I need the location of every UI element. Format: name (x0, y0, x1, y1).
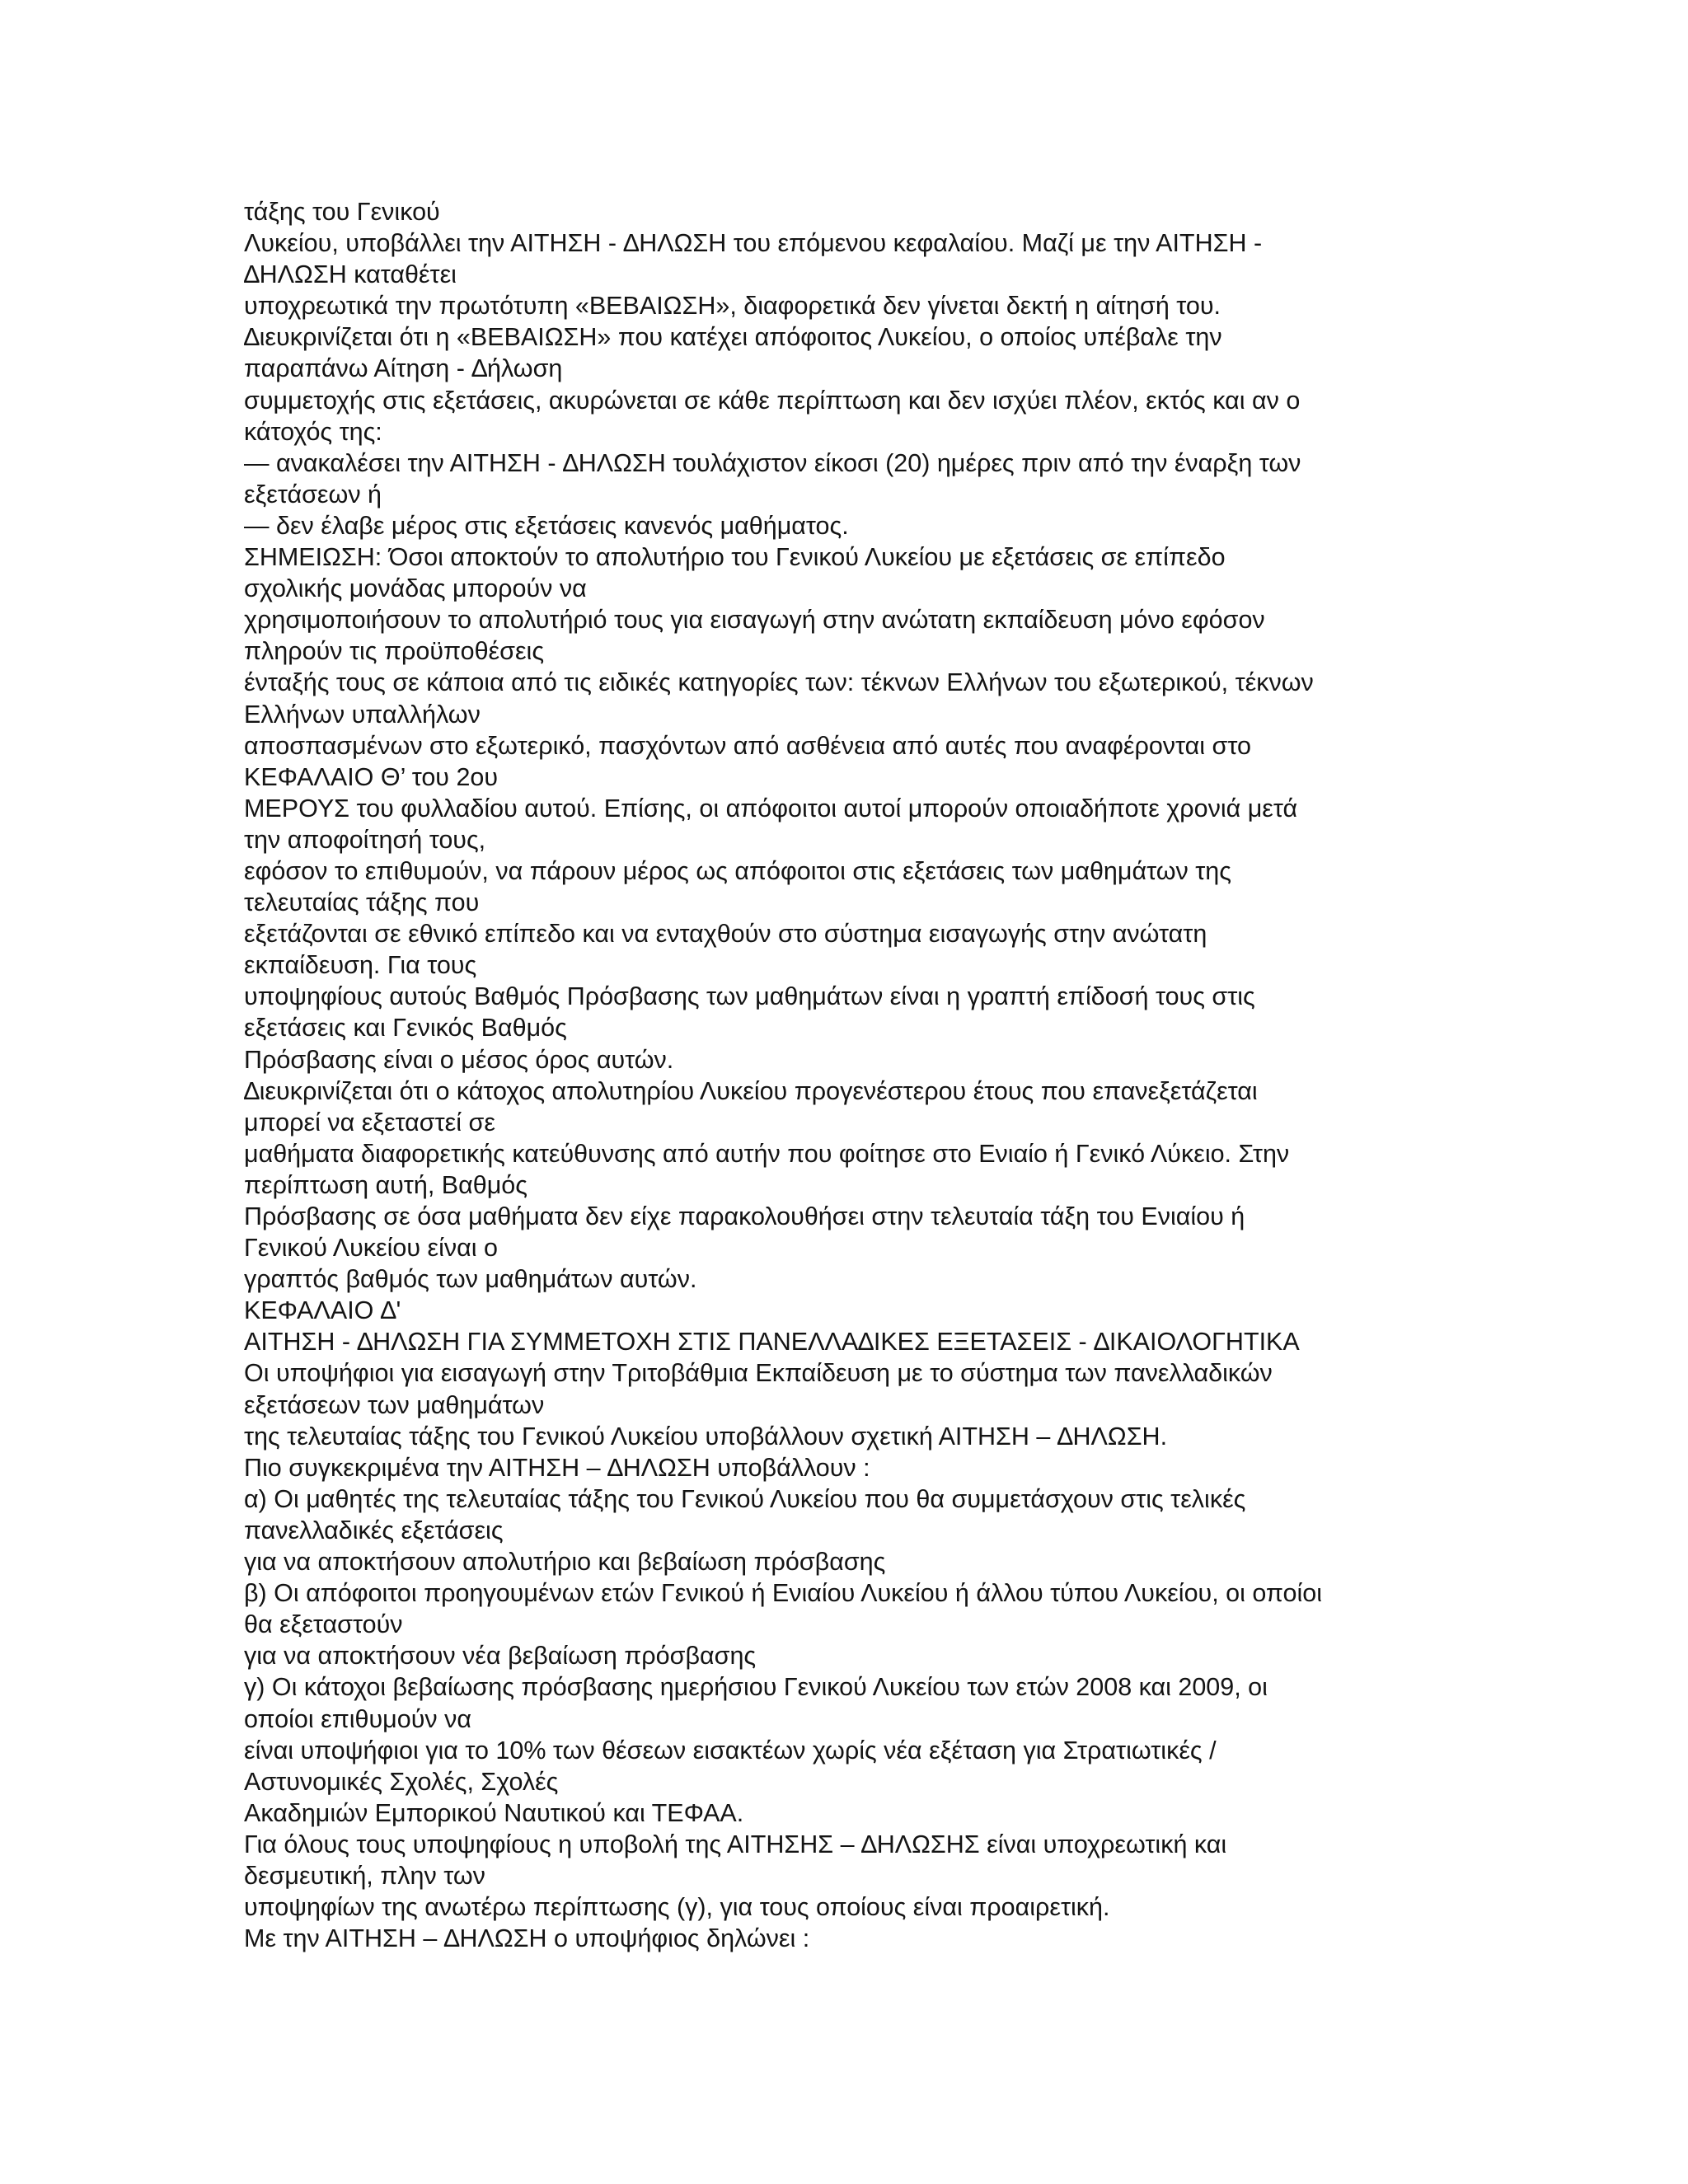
text-line: πληρούν τις προϋποθέσεις (244, 637, 545, 666)
text-line: για να αποκτήσουν νέα βεβαίωση πρόσβασης (244, 1642, 757, 1671)
text-line: τάξης του Γενικού (244, 198, 440, 226)
text-line: ΚΕΦΑΛΑΙΟ ∆' (244, 1296, 401, 1325)
text-line: εκπαίδευση. Για τους (244, 951, 477, 980)
text-line: εξετάσεις και Γενικός Βαθμός (244, 1014, 567, 1043)
text-line: υποψηφίων της ανωτέρω περίπτωσης (γ), για τους οποίους είναι προαιρετική. (244, 1893, 1110, 1922)
text-line: ∆ΗΛΩΣΗ καταθέτει (244, 260, 457, 289)
text-line: γραπτός βαθμός των μαθημάτων αυτών. (244, 1265, 697, 1294)
text-line: — ανακαλέσει την ΑΙΤΗΣΗ - ∆ΗΛΩΣΗ τουλάχιστον είκοσι (20) ημέρες πριν από την έναρξη των (244, 448, 1301, 477)
text-line: εξετάσεων των μαθημάτων (244, 1390, 545, 1419)
text-line: σχολικής μονάδας μπορούν να (244, 574, 587, 603)
text-line: είναι υποψήφιοι για το 10% των θέσεων εισακτέων χωρίς νέα εξέταση για Στρατιωτικές / (244, 1736, 1217, 1765)
text-line: μπορεί να εξεταστεί σε (244, 1108, 495, 1137)
text-line: παραπάνω Αίτηση - ∆ήλωση (244, 354, 563, 383)
text-line: Ελλήνων υπαλλήλων (244, 700, 481, 729)
text-line: οποίοι επιθυμούν να (244, 1704, 471, 1733)
text-line: α) Οι μαθητές της τελευταίας τάξης του Γενικού Λυκείου που θα συμμετάσχουν στις τελικές (244, 1484, 1246, 1513)
text-line: πανελλαδικές εξετάσεις (244, 1516, 504, 1544)
text-line: Γενικού Λυκείου είναι ο (244, 1234, 498, 1263)
text-line: Πιο συγκεκριμένα την ΑΙΤΗΣΗ – ∆ΗΛΩΣΗ υποβάλλουν : (244, 1453, 870, 1482)
text-line: Με την ΑΙΤΗΣΗ – ∆ΗΛΩΣΗ ο υποψήφιος δηλώνει : (244, 1924, 810, 1953)
text-line: ΜΕΡΟΥΣ του φυλλαδίου αυτού. Επίσης, οι απόφοιτοι αυτοί μπορούν οποιαδήποτε χρονιά μετά (244, 794, 1298, 823)
text-line: ∆ιευκρινίζεται ότι ο κάτοχος απολυτηρίου Λυκείου προγενέστερου έτους που επανεξετάζεται (244, 1076, 1258, 1105)
text-line: Οι υποψήφιοι για εισαγωγή στην Τριτοβάθμια Εκπαίδευση με το σύστημα των πανελλαδικών (244, 1359, 1273, 1388)
text-line: δεσμευτική, πλην των (244, 1861, 485, 1890)
text-line: συμμετοχής στις εξετάσεις, ακυρώνεται σε κάθε περίπτωση και δεν ισχύει πλέον, εκτός και αν ο (244, 386, 1301, 415)
text-line: Για όλους τους υποψηφίους η υποβολή της ΑΙΤΗΣΗΣ – ∆ΗΛΩΣΗΣ είναι υποχρεωτική και (244, 1830, 1227, 1858)
text-line: αποσπασμένων στο εξωτερικό, πασχόντων από ασθένεια από αυτές που αναφέρονται στο (244, 731, 1251, 760)
text-line: ΚΕΦΑΛΑΙΟ Θ’ του 2ου (244, 762, 499, 791)
text-line: — δεν έλαβε μέρος στις εξετάσεις κανενός μαθήματος. (244, 511, 849, 540)
text-line: β) Οι απόφοιτοι προηγουμένων ετών Γενικού ή Ενιαίου Λυκείου ή άλλου τύπου Λυκείου, οι οποίοι (244, 1579, 1323, 1608)
text-line: υποχρεωτικά την πρωτότυπη «ΒΕΒΑΙΩΣΗ», διαφορετικά δεν γίνεται δεκτή η αίτησή του. (244, 292, 1221, 321)
text-line: Λυκείου, υποβάλλει την ΑΙΤΗΣΗ - ∆ΗΛΩΣΗ του επόμενου κεφαλαίου. Μαζί με την ΑΙΤΗΣΗ - (244, 229, 1263, 258)
text-line: τελευταίας τάξης που (244, 888, 480, 917)
text-line: ένταξής τους σε κάποια από τις ειδικές κατηγορίες των: τέκνων Ελλήνων του εξωτερικού, τέκνων (244, 668, 1314, 697)
text-line: θα εξεταστούν (244, 1610, 403, 1639)
text-line: υποψηφίους αυτούς Βαθμός Πρόσβασης των μαθημάτων είναι η γραπτή επίδοσή τους στις (244, 982, 1255, 1011)
text-line: εξετάζονται σε εθνικό επίπεδο και να ενταχθούν στο σύστημα εισαγωγής στην ανώτατη (244, 920, 1207, 949)
text-line: για να αποκτήσουν απολυτήριο και βεβαίωση πρόσβασης (244, 1548, 886, 1577)
text-line: Ακαδημιών Εμπορικού Ναυτικού και ΤΕΦΑΑ. (244, 1798, 744, 1827)
text-line: χρησιμοποιήσουν το απολυτήριό τους για εισαγωγή στην ανώτατη εκπαίδευση μόνο εφόσον (244, 606, 1265, 635)
text-line: ΑΙΤΗΣΗ - ∆ΗΛΩΣΗ ΓΙΑ ΣΥΜΜΕΤΟΧΗ ΣΤΙΣ ΠΑΝΕΛΛΑ∆ΙΚΕΣ ΕΞΕΤΑΣΕΙΣ - ∆ΙΚΑΙΟΛΟΓΗΤΙΚΑ (244, 1328, 1300, 1357)
text-line: κάτοχός της: (244, 417, 382, 446)
text-line: της τελευταίας τάξης του Γενικού Λυκείου υποβάλλουν σχετική ΑΙΤΗΣΗ – ∆ΗΛΩΣΗ. (244, 1422, 1168, 1451)
text-line: εξετάσεων ή (244, 480, 382, 509)
text-line: γ) Οι κάτοχοι βεβαίωσης πρόσβασης ημερήσιου Γενικού Λυκείου των ετών 2008 και 2009, οι (244, 1673, 1268, 1702)
text-line: μαθήματα διαφορετικής κατεύθυνσης από αυτήν που φοίτησε στο Ενιαίο ή Γενικό Λύκειο. Στην (244, 1139, 1290, 1168)
text-line: την αποφοίτησή τους, (244, 825, 486, 854)
text-line: εφόσον το επιθυμούν, να πάρουν μέρος ως απόφοιτοι στις εξετάσεις των μαθημάτων της (244, 856, 1231, 885)
text-line: ΣΗΜΕΙΩΣΗ: Όσοι αποκτούν το απολυτήριο του Γενικού Λυκείου με εξετάσεις σε επίπεδο (244, 543, 1226, 572)
text-line: ∆ιευκρινίζεται ότι η «ΒΕΒΑΙΩΣΗ» που κατέχει απόφοιτος Λυκείου, ο οποίος υπέβαλε την (244, 323, 1222, 352)
text-line: Πρόσβασης είναι ο μέσος όρος αυτών. (244, 1045, 674, 1074)
text-line: περίπτωση αυτή, Βαθμός (244, 1170, 528, 1199)
text-line: Αστυνομικές Σχολές, Σχολές (244, 1767, 559, 1796)
document-body (244, 196, 1447, 1954)
text-line: Πρόσβασης σε όσα μαθήματα δεν είχε παρακολουθήσει στην τελευταία τάξη του Ενιαίου ή (244, 1202, 1245, 1230)
